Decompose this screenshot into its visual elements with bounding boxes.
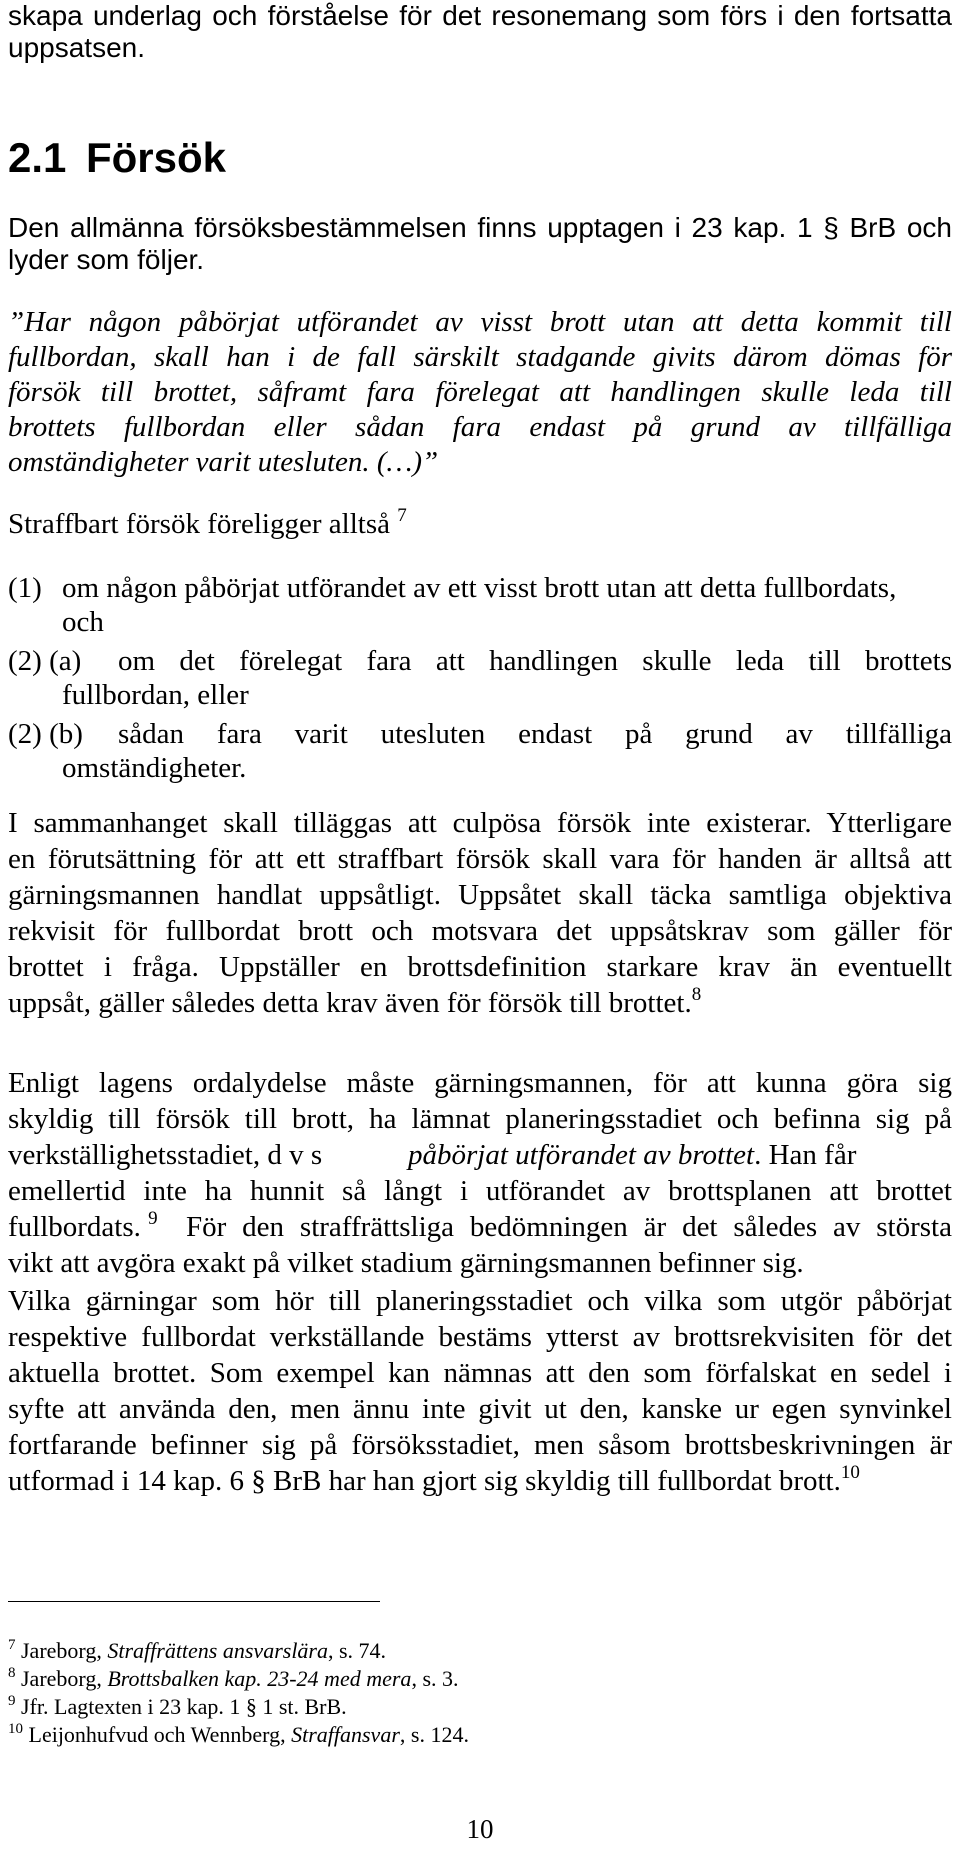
lead-line: lyder som följer. — [8, 244, 205, 275]
footnote-ref-8: 8 — [691, 984, 702, 1005]
list-item-1 — [8, 570, 952, 606]
emphasis-text — [408, 1137, 856, 1173]
quote-line: brottets fullbordan eller sådan fara endast på grund av tillfälliga — [8, 411, 952, 443]
list-label: (2) (a) — [8, 645, 82, 677]
footnote-ref-7: 7 — [397, 505, 407, 526]
intro-line: uppsatsen. — [8, 32, 145, 63]
footnote — [8, 1722, 952, 1748]
footnote — [8, 1666, 952, 1692]
list-item-2b — [8, 716, 952, 752]
list-label: (2) (b) — [8, 718, 83, 750]
section-number: 2.1 — [8, 134, 67, 181]
paragraph-text: uppsåt, gäller således detta krav även för försök till brottet. — [8, 987, 692, 1019]
footnote-ref-10: 10 — [840, 1462, 860, 1483]
list-text: sådan fara varit utesluten endast på grund av tillfälliga — [118, 718, 952, 750]
paragraph-line — [8, 1463, 952, 1499]
paragraph-line: vikt att avgöra exakt på vilket stadium gärningsmannen befinner sig. — [8, 1247, 804, 1279]
paragraph-text: . Han får — [754, 1139, 857, 1171]
footnote-divider — [8, 1601, 380, 1602]
footnote — [8, 1694, 952, 1720]
quote-line: fullbordan, skall han i de fall särskilt stadgande givits därom dömas för — [8, 341, 952, 373]
footnote-page: , s. 74. — [328, 1638, 387, 1663]
footnote-page: , s. 3. — [411, 1666, 459, 1691]
emphasis-phrase: påbörjat utförandet av brottet — [408, 1139, 755, 1171]
footnote-title: Straffrättens ansvarslära — [107, 1638, 328, 1663]
paragraph-line: emellertid inte ha hunnit så långt i utförandet av brottsplanen att brottet — [8, 1175, 952, 1207]
paragraph-line: syfte att använda den, men ännu inte givit ut den, kanske ur egen synvinkel — [8, 1393, 952, 1425]
list-label: (1) — [8, 572, 42, 604]
paragraph-line: aktuella brottet. Som exempel kan nämnas att den som förfalskat en sedel i — [8, 1357, 952, 1389]
lead-line: Den allmänna försöksbestämmelsen finns upptagen i 23 kap. 1 § BrB och — [8, 212, 952, 243]
paragraph-line — [8, 1137, 952, 1173]
paragraph-text: utformad i 14 kap. 6 § BrB har han gjort sig skyldig till fullbordat brott. — [8, 1465, 841, 1497]
quote-line: omständigheter varit utesluten. (…)” — [8, 446, 439, 478]
paragraph-line: rekvisit för fullbordat brott och motsvara det uppsåtskrav som gäller för — [8, 915, 952, 947]
paragraph-line: fortfarande befinner sig på försöksstadiet, men såsom brottsbeskrivningen är — [8, 1429, 952, 1461]
paragraph-line: Enligt lagens ordalydelse måste gärningsmannen, för att kunna göra sig — [8, 1067, 952, 1099]
paragraph-line: brottet i fråga. Uppställer en brottsdefinition starkare krav än eventuellt — [8, 951, 952, 983]
paragraph-line: en förutsättning för att ett straffbart försök skall vara för handen är alltså att — [8, 843, 952, 875]
quote-line: försök till brottet, såframt fara förelegat att handlingen skulle leda till — [8, 376, 952, 408]
statement-line — [8, 506, 952, 542]
footnote-page: , s. 124. — [399, 1722, 469, 1747]
paragraph-line — [8, 985, 952, 1021]
footnote-number: 7 — [8, 1637, 16, 1653]
footnote-number: 8 — [8, 1665, 16, 1681]
intro-line: skapa underlag och förståelse för det resonemang som förs i den fortsatta — [8, 0, 952, 31]
paragraph-text: verkställighetsstadiet, d v s — [8, 1139, 323, 1171]
paragraph-line: I sammanhanget skall tilläggas att culpösa försök inte existerar. Ytterligare — [8, 807, 952, 839]
section-heading — [8, 134, 226, 182]
list-item-2a — [8, 643, 952, 679]
paragraph-line: respektive fullbordat verkställande bestäms ytterst av brottsrekvisiten för det — [8, 1321, 952, 1353]
footnote-title: Straffansvar — [291, 1722, 400, 1747]
page-number: 10 — [466, 1814, 494, 1844]
paragraph-line — [8, 1209, 952, 1245]
footnote-author: Jareborg, — [21, 1666, 102, 1691]
paragraph-line: gärningsmannen handlat uppsåtligt. Uppsåtet skall täcka samtliga objektiva — [8, 879, 952, 911]
footnote-number: 10 — [8, 1721, 23, 1737]
list-text: omständigheter. — [62, 752, 247, 784]
section-title: Försök — [86, 134, 227, 181]
quote-line: ”Har någon påbörjat utförandet av visst brott utan att detta kommit till — [8, 306, 952, 338]
list-text: om någon påbörjat utförandet av ett visst brott utan att detta fullbordats, — [62, 572, 897, 604]
footnote-ref-9: 9 — [148, 1208, 158, 1229]
statement-text: Straffbart försök föreligger alltså — [8, 508, 390, 540]
footnote-author: Leijonhufvud och Wennberg, — [28, 1722, 286, 1747]
footnote-number: 9 — [8, 1693, 16, 1709]
footnote — [8, 1638, 952, 1664]
paragraph-text: För den straffrättsliga bedömningen är det således av största — [186, 1211, 952, 1243]
list-text: fullbordan, eller — [62, 679, 249, 711]
list-text: och — [62, 606, 104, 638]
paragraph-line: skyldig till försök till brott, ha lämnat planeringsstadiet och befinna sig på — [8, 1103, 952, 1135]
footnote-text: Jfr. Lagtexten i 23 kap. 1 § 1 st. BrB. — [21, 1694, 347, 1719]
list-text: om det förelegat fara att handlingen skulle leda till brottets — [118, 645, 952, 677]
paragraph-line: Vilka gärningar som hör till planeringsstadiet och vilka som utgör påbörjat — [8, 1285, 952, 1317]
footnote-title: Brottsbalken kap. 23-24 med mera — [107, 1666, 412, 1691]
paragraph-text: fullbordats. — [8, 1211, 141, 1243]
footnote-author: Jareborg, — [21, 1638, 102, 1663]
